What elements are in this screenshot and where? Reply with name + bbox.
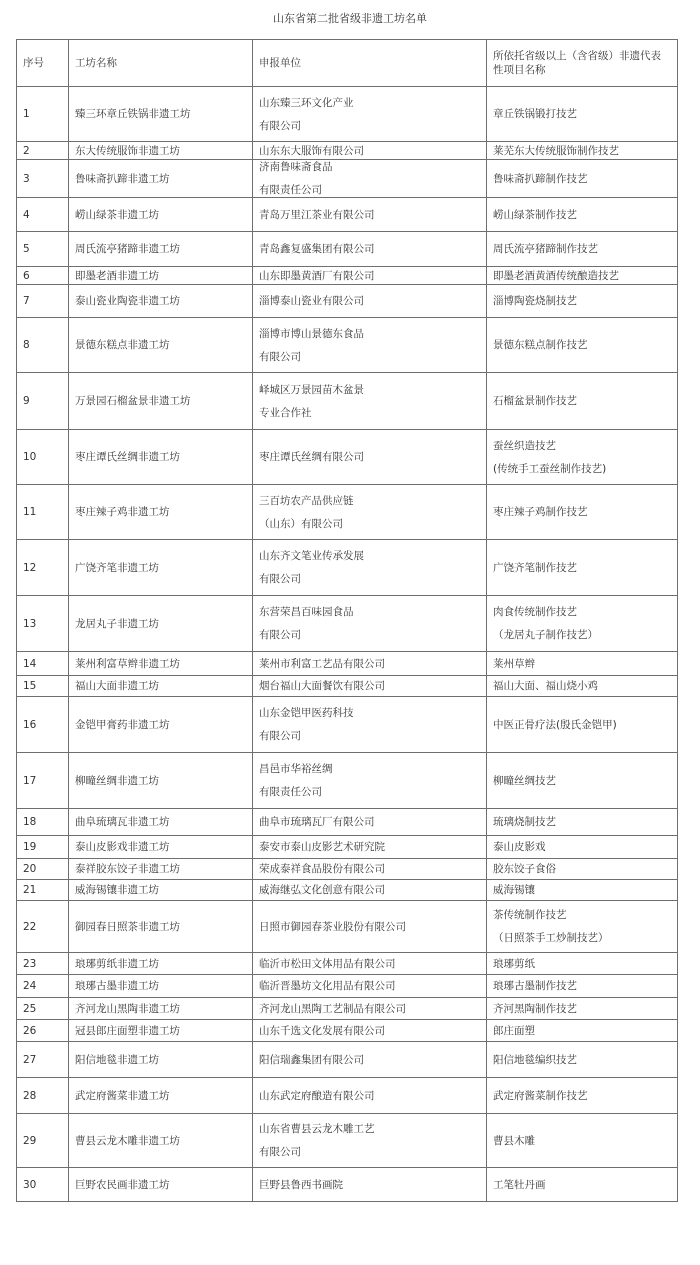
applicant-unit-cell bbox=[253, 809, 487, 836]
workshop-name-cell: 龙居丸子非遗工坊 bbox=[69, 596, 253, 652]
table-row bbox=[17, 953, 678, 975]
table-row bbox=[17, 652, 678, 676]
heritage-project-cell bbox=[487, 975, 678, 998]
row-number-cell: 2 bbox=[17, 142, 69, 160]
unit-line: 烟台福山大面餐饮有限公司 bbox=[259, 680, 385, 692]
project-line: 琉璃烧制技艺 bbox=[493, 816, 556, 828]
heritage-project-cell bbox=[487, 142, 678, 160]
applicant-unit-cell bbox=[253, 430, 487, 485]
applicant-unit-cell bbox=[253, 975, 487, 998]
project-line: 莱芜东大传统服饰制作技艺 bbox=[493, 144, 619, 157]
applicant-unit-cell bbox=[253, 753, 487, 809]
workshop-name-cell: 福山大面非遗工坊 bbox=[69, 676, 253, 697]
workshop-name-cell: 柳疃丝绸非遗工坊 bbox=[69, 753, 253, 809]
table-row bbox=[17, 1114, 678, 1168]
heritage-project-cell bbox=[487, 809, 678, 836]
project-line: 曹县木雕 bbox=[493, 1134, 535, 1147]
applicant-unit-cell bbox=[253, 953, 487, 975]
unit-line: 峄城区万景园苗木盆景 bbox=[259, 383, 364, 396]
table-row bbox=[17, 676, 678, 697]
unit-line: 专业合作社 bbox=[259, 406, 312, 419]
row-number-cell: 10 bbox=[17, 430, 69, 485]
row-number-cell: 25 bbox=[17, 998, 69, 1020]
table-row bbox=[17, 1078, 678, 1114]
applicant-unit-cell bbox=[253, 285, 487, 318]
table-row bbox=[17, 859, 678, 880]
applicant-unit-cell bbox=[253, 160, 487, 198]
heritage-project-cell bbox=[487, 596, 678, 652]
heritage-project-cell bbox=[487, 160, 678, 198]
table-row bbox=[17, 232, 678, 267]
project-line: (传统手工蚕丝制作技艺) bbox=[493, 462, 607, 475]
header-row bbox=[17, 40, 678, 87]
project-line: 即墨老酒黄酒传统酿造技艺 bbox=[493, 269, 619, 282]
workshop-name-cell: 御园春日照茶非遗工坊 bbox=[69, 901, 253, 953]
row-number-cell: 11 bbox=[17, 485, 69, 540]
heritage-project-cell bbox=[487, 267, 678, 285]
workshop-name-cell: 冠县郎庄面塑非遗工坊 bbox=[69, 1020, 253, 1042]
project-line: 郎庄面塑 bbox=[493, 1024, 535, 1037]
heritage-project-cell bbox=[487, 998, 678, 1020]
heritage-project-cell bbox=[487, 198, 678, 232]
heritage-project-cell bbox=[487, 540, 678, 596]
unit-line: 有限公司 bbox=[259, 629, 301, 641]
project-line: 阳信地毯编织技艺 bbox=[493, 1053, 577, 1066]
applicant-unit-cell bbox=[253, 198, 487, 232]
row-number-cell: 15 bbox=[17, 676, 69, 697]
row-number-cell: 13 bbox=[17, 596, 69, 652]
table-row bbox=[17, 1168, 678, 1202]
unit-line: 三百坊农产品供应链 bbox=[259, 494, 354, 507]
unit-line: （山东）有限公司 bbox=[259, 517, 343, 530]
project-line: 琅琊古墨制作技艺 bbox=[493, 980, 577, 992]
unit-line: 临沂市松田文体用品有限公司 bbox=[259, 957, 396, 970]
heritage-project-cell bbox=[487, 1114, 678, 1168]
heritage-project-cell bbox=[487, 836, 678, 859]
table-row bbox=[17, 753, 678, 809]
unit-line: 昌邑市华裕丝绸 bbox=[259, 763, 333, 775]
project-line: 广饶齐笔制作技艺 bbox=[493, 561, 577, 574]
workshop-name-cell: 齐河龙山黑陶非遗工坊 bbox=[69, 998, 253, 1020]
unit-line: 山东东大服饰有限公司 bbox=[259, 144, 364, 157]
project-line: 崂山绿茶制作技艺 bbox=[493, 208, 577, 221]
workshop-name-cell: 即墨老酒非遗工坊 bbox=[69, 267, 253, 285]
applicant-unit-cell bbox=[253, 697, 487, 753]
applicant-unit-cell bbox=[253, 676, 487, 697]
workshop-name-cell: 莱州利富草辫非遗工坊 bbox=[69, 652, 253, 676]
project-line: 枣庄辣子鸡制作技艺 bbox=[493, 506, 588, 518]
applicant-unit-cell bbox=[253, 596, 487, 652]
row-number-cell: 20 bbox=[17, 859, 69, 880]
workshop-name-cell: 金铠甲膏药非遗工坊 bbox=[69, 697, 253, 753]
table-row bbox=[17, 373, 678, 430]
workshop-name-cell: 鲁味斋扒蹄非遗工坊 bbox=[69, 160, 253, 198]
workshop-name-cell: 广饶齐笔非遗工坊 bbox=[69, 540, 253, 596]
unit-line: 山东省曹县云龙木雕工艺 bbox=[259, 1123, 375, 1135]
workshop-name-cell: 臻三环章丘铁锅非遗工坊 bbox=[69, 87, 253, 142]
heritage-project-cell bbox=[487, 87, 678, 142]
applicant-unit-cell bbox=[253, 540, 487, 596]
unit-line: 东营荣昌百味园食品 bbox=[259, 606, 354, 618]
unit-line: 有限公司 bbox=[259, 730, 301, 742]
project-line: 鲁味斋扒蹄制作技艺 bbox=[493, 172, 588, 185]
applicant-unit-cell bbox=[253, 87, 487, 142]
unit-line: 有限公司 bbox=[259, 573, 301, 585]
table-row bbox=[17, 998, 678, 1020]
unit-line: 临沂晋墨坊文化用品有限公司 bbox=[259, 980, 396, 992]
project-line: 威海锡镶 bbox=[493, 884, 535, 896]
project-line: 章丘铁锅锻打技艺 bbox=[493, 108, 577, 120]
heritage-project-cell bbox=[487, 285, 678, 318]
workshop-name-cell: 武定府酱菜非遗工坊 bbox=[69, 1078, 253, 1114]
unit-line: 山东齐文笔业传承发展 bbox=[259, 550, 364, 562]
table-row bbox=[17, 540, 678, 596]
workshop-name-cell: 泰祥胶东饺子非遗工坊 bbox=[69, 859, 253, 880]
heritage-project-cell bbox=[487, 1042, 678, 1078]
unit-line: 日照市御园春茶业股份有限公司 bbox=[259, 920, 406, 933]
table-row bbox=[17, 267, 678, 285]
applicant-unit-cell bbox=[253, 880, 487, 901]
unit-line: 曲阜市琉璃瓦厂有限公司 bbox=[259, 816, 375, 828]
unit-line: 巨野县鲁西书画院 bbox=[259, 1178, 343, 1191]
row-number-cell: 14 bbox=[17, 652, 69, 676]
unit-line: 有限责任公司 bbox=[259, 786, 322, 798]
unit-line: 阳信瑞鑫集团有限公司 bbox=[259, 1053, 364, 1066]
row-number-cell: 21 bbox=[17, 880, 69, 901]
project-line: 工笔牡丹画 bbox=[493, 1178, 546, 1191]
project-line: 肉食传统制作技艺 bbox=[493, 606, 577, 618]
unit-line: 山东即墨黄酒厂有限公司 bbox=[259, 269, 375, 282]
project-line: 茶传统制作技艺 bbox=[493, 909, 567, 921]
applicant-unit-cell bbox=[253, 1168, 487, 1202]
table-row bbox=[17, 160, 678, 198]
row-number-cell: 3 bbox=[17, 160, 69, 198]
applicant-unit-cell bbox=[253, 267, 487, 285]
unit-line: 青岛鑫复盛集团有限公司 bbox=[259, 243, 375, 255]
row-number-cell: 16 bbox=[17, 697, 69, 753]
table-row bbox=[17, 318, 678, 373]
header-cell-workshop-name: 工坊名称 bbox=[69, 40, 253, 87]
project-line: 齐河黑陶制作技艺 bbox=[493, 1002, 577, 1015]
unit-line: 有限公司 bbox=[259, 119, 301, 132]
table-row bbox=[17, 198, 678, 232]
workshop-name-cell: 琅琊剪纸非遗工坊 bbox=[69, 953, 253, 975]
unit-line: 山东金铠甲医药科技 bbox=[259, 707, 354, 719]
heritage-project-cell bbox=[487, 880, 678, 901]
workshop-name-cell: 威海锡镶非遗工坊 bbox=[69, 880, 253, 901]
heritage-project-cell bbox=[487, 373, 678, 430]
row-number-cell: 23 bbox=[17, 953, 69, 975]
row-number-cell: 6 bbox=[17, 267, 69, 285]
header-cell-applicant-unit: 申报单位 bbox=[253, 40, 487, 87]
page-title: 山东省第二批省级非遗工坊名单 bbox=[273, 12, 427, 25]
table-row bbox=[17, 485, 678, 540]
applicant-unit-cell bbox=[253, 485, 487, 540]
unit-line: 荣成泰祥食品股份有限公司 bbox=[259, 863, 385, 875]
project-line: 柳疃丝绸技艺 bbox=[493, 774, 556, 787]
heritage-project-cell bbox=[487, 318, 678, 373]
applicant-unit-cell bbox=[253, 1042, 487, 1078]
heritage-project-cell bbox=[487, 1020, 678, 1042]
heritage-project-cell bbox=[487, 953, 678, 975]
row-number-cell: 28 bbox=[17, 1078, 69, 1114]
intangible-heritage-workshop-table bbox=[16, 39, 678, 1202]
heritage-project-cell bbox=[487, 430, 678, 485]
row-number-cell: 19 bbox=[17, 836, 69, 859]
heritage-project-cell bbox=[487, 652, 678, 676]
applicant-unit-cell bbox=[253, 318, 487, 373]
row-number-cell: 1 bbox=[17, 87, 69, 142]
unit-line: 枣庄谭氏丝绸有限公司 bbox=[259, 451, 364, 463]
project-line: （龙居丸子制作技艺） bbox=[493, 629, 598, 641]
workshop-name-cell: 枣庄谭氏丝绸非遗工坊 bbox=[69, 430, 253, 485]
project-line: 周氏流亭猪蹄制作技艺 bbox=[493, 243, 598, 255]
row-number-cell: 27 bbox=[17, 1042, 69, 1078]
header-cell-number: 序号 bbox=[17, 40, 69, 87]
row-number-cell: 4 bbox=[17, 198, 69, 232]
unit-line: 淄博泰山瓷业有限公司 bbox=[259, 295, 364, 307]
unit-line: 有限公司 bbox=[259, 1146, 301, 1158]
row-number-cell: 8 bbox=[17, 318, 69, 373]
applicant-unit-cell bbox=[253, 998, 487, 1020]
row-number-cell: 22 bbox=[17, 901, 69, 953]
row-number-cell: 26 bbox=[17, 1020, 69, 1042]
applicant-unit-cell bbox=[253, 232, 487, 267]
table-row bbox=[17, 809, 678, 836]
heritage-project-cell bbox=[487, 901, 678, 953]
project-line: 石榴盆景制作技艺 bbox=[493, 395, 577, 407]
unit-line: 莱州市利富工艺品有限公司 bbox=[259, 657, 385, 670]
table-row bbox=[17, 880, 678, 901]
project-line: 莱州草辫 bbox=[493, 657, 535, 670]
applicant-unit-cell bbox=[253, 1114, 487, 1168]
project-line: （日照茶手工炒制技艺） bbox=[493, 932, 609, 944]
unit-line: 有限公司 bbox=[259, 350, 301, 363]
heritage-project-cell bbox=[487, 676, 678, 697]
heritage-project-cell bbox=[487, 485, 678, 540]
applicant-unit-cell bbox=[253, 1020, 487, 1042]
applicant-unit-cell bbox=[253, 652, 487, 676]
unit-line: 济南鲁味斋食品 bbox=[259, 161, 333, 173]
table-row bbox=[17, 142, 678, 160]
workshop-name-cell: 枣庄辣子鸡非遗工坊 bbox=[69, 485, 253, 540]
unit-line: 青岛万里江茶业有限公司 bbox=[259, 208, 375, 221]
header-cell-heritage-project: 所依托省级以上（含省级）非遗代表性项目名称 bbox=[487, 40, 678, 87]
unit-line: 齐河龙山黑陶工艺制品有限公司 bbox=[259, 1002, 406, 1015]
heritage-project-cell bbox=[487, 1168, 678, 1202]
heritage-project-cell bbox=[487, 1078, 678, 1114]
table-row bbox=[17, 87, 678, 142]
workshop-name-cell: 周氏流亭猪蹄非遗工坊 bbox=[69, 232, 253, 267]
heritage-project-cell bbox=[487, 232, 678, 267]
unit-line: 山东臻三环文化产业 bbox=[259, 96, 354, 109]
row-number-cell: 7 bbox=[17, 285, 69, 318]
project-line: 武定府酱菜制作技艺 bbox=[493, 1089, 588, 1102]
unit-line: 山东武定府酿造有限公司 bbox=[259, 1089, 375, 1102]
heritage-project-cell bbox=[487, 859, 678, 880]
table-row bbox=[17, 596, 678, 652]
project-line: 中医正骨疗法(殷氏金铠甲) bbox=[493, 718, 617, 731]
workshop-name-cell: 曲阜琉璃瓦非遗工坊 bbox=[69, 809, 253, 836]
applicant-unit-cell bbox=[253, 836, 487, 859]
workshop-name-cell: 巨野农民画非遗工坊 bbox=[69, 1168, 253, 1202]
project-line: 泰山皮影戏 bbox=[493, 841, 546, 853]
unit-line: 威海继弘文化创意有限公司 bbox=[259, 884, 385, 896]
row-number-cell: 18 bbox=[17, 809, 69, 836]
project-line: 福山大面、福山烧小鸡 bbox=[493, 680, 598, 692]
project-line: 琅琊剪纸 bbox=[493, 957, 535, 970]
project-line: 淄博陶瓷烧制技艺 bbox=[493, 295, 577, 307]
project-line: 胶东饺子食俗 bbox=[493, 863, 556, 875]
row-number-cell: 5 bbox=[17, 232, 69, 267]
row-number-cell: 17 bbox=[17, 753, 69, 809]
workshop-name-cell: 泰山皮影戏非遗工坊 bbox=[69, 836, 253, 859]
workshop-name-cell: 景德东糕点非遗工坊 bbox=[69, 318, 253, 373]
unit-line: 山东千选文化发展有限公司 bbox=[259, 1024, 385, 1037]
unit-line: 泰安市泰山皮影艺术研究院 bbox=[259, 841, 385, 853]
project-line: 蚕丝织造技艺 bbox=[493, 439, 556, 452]
unit-line: 淄博市博山景德东食品 bbox=[259, 327, 364, 340]
workshop-name-cell: 曹县云龙木雕非遗工坊 bbox=[69, 1114, 253, 1168]
table-row bbox=[17, 975, 678, 998]
row-number-cell: 12 bbox=[17, 540, 69, 596]
workshop-name-cell: 万景园石榴盆景非遗工坊 bbox=[69, 373, 253, 430]
project-line: 景德东糕点制作技艺 bbox=[493, 339, 588, 351]
workshop-name-cell: 泰山瓷业陶瓷非遗工坊 bbox=[69, 285, 253, 318]
table-row bbox=[17, 901, 678, 953]
row-number-cell: 29 bbox=[17, 1114, 69, 1168]
workshop-name-cell: 阳信地毯非遗工坊 bbox=[69, 1042, 253, 1078]
applicant-unit-cell bbox=[253, 901, 487, 953]
row-number-cell: 30 bbox=[17, 1168, 69, 1202]
applicant-unit-cell bbox=[253, 1078, 487, 1114]
table-row bbox=[17, 697, 678, 753]
row-number-cell: 9 bbox=[17, 373, 69, 430]
unit-line: 有限责任公司 bbox=[259, 184, 322, 196]
row-number-cell: 24 bbox=[17, 975, 69, 998]
applicant-unit-cell bbox=[253, 859, 487, 880]
table-row bbox=[17, 1020, 678, 1042]
applicant-unit-cell bbox=[253, 373, 487, 430]
applicant-unit-cell bbox=[253, 142, 487, 160]
heritage-project-cell bbox=[487, 753, 678, 809]
table-row bbox=[17, 430, 678, 485]
heritage-project-cell bbox=[487, 697, 678, 753]
table-row bbox=[17, 1042, 678, 1078]
table-row bbox=[17, 836, 678, 859]
workshop-name-cell: 崂山绿茶非遗工坊 bbox=[69, 198, 253, 232]
table-row bbox=[17, 285, 678, 318]
workshop-name-cell: 东大传统服饰非遗工坊 bbox=[69, 142, 253, 160]
workshop-name-cell: 琅琊古墨非遗工坊 bbox=[69, 975, 253, 998]
